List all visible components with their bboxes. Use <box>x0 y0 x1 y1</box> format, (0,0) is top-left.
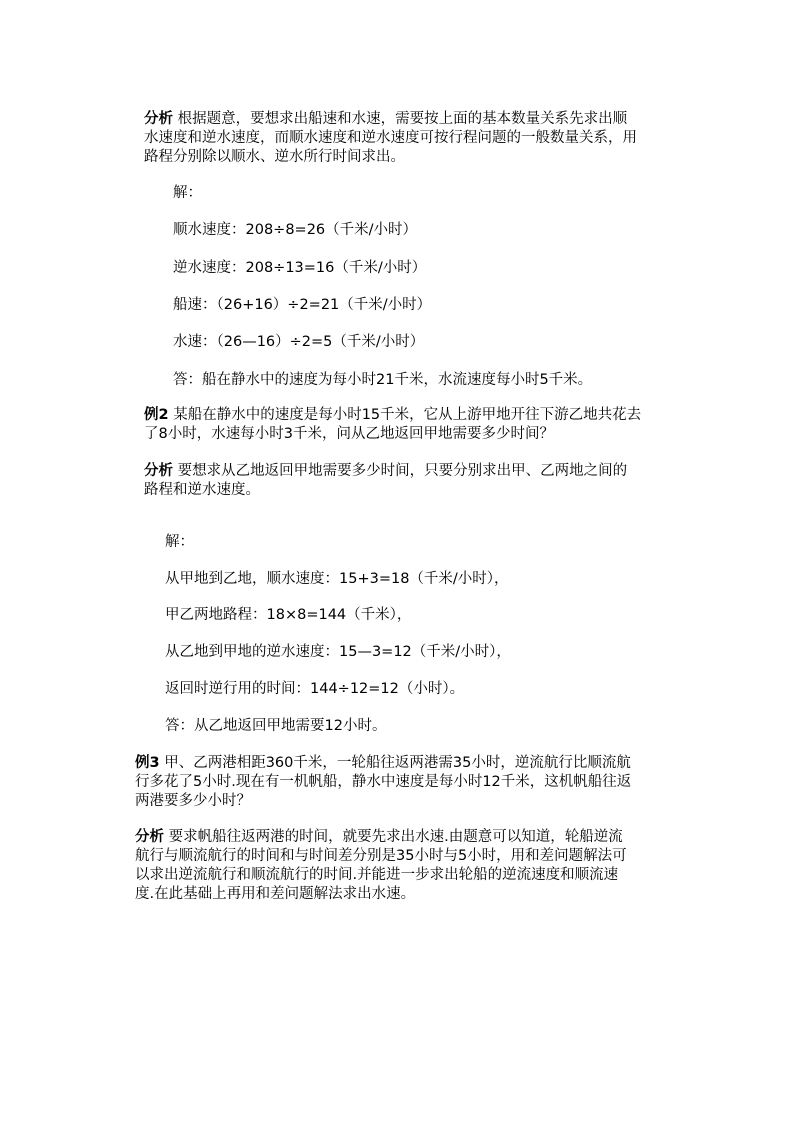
example-3-paragraph <box>135 754 631 811</box>
solution-line: 从甲地到乙地，顺水速度：15+3=18（千米/小时）， <box>165 571 509 587</box>
solution-line: 水速：（26—16）÷2=5（千米/小时） <box>173 334 425 350</box>
answer-line: 答：船在静水中的速度为每小时21千米，水流速度每小时5千米。 <box>173 372 593 388</box>
paragraph-line: 水速度和逆水速度，而顺水速度和逆水速度可按行程问题的一般数量关系，用 <box>144 130 637 146</box>
solution-line: 返回时逆行用的时间：144÷12=12（小时）。 <box>165 681 465 697</box>
paragraph-line: 分析 要求帆船往返两港的时间，就要先求出水速.由题意可以知道，轮船逆流 <box>135 829 623 845</box>
paragraph-line: 路程分别除以顺水、逆水所行时间求出。 <box>144 149 405 165</box>
answer-line: 答：从乙地返回甲地需要12小时。 <box>165 718 387 734</box>
paragraph-line: 航行与顺流航行的时间和与时间差分别是35小时与5小时，用和差问题解法可 <box>135 848 627 864</box>
paragraph-line: 路程和逆水速度。 <box>144 482 260 498</box>
example-2-paragraph <box>144 406 641 444</box>
paragraph-line: 分析 根据题意，要想求出船速和水速，需要按上面的基本数量关系先求出顺 <box>144 111 628 127</box>
example-label: 例2 <box>144 407 169 423</box>
analysis-label: 分析 <box>144 111 173 127</box>
paragraph-line: 以求出逆流航行和顺流航行的时间.并能进一步求出轮船的逆流速度和顺流速 <box>135 867 619 883</box>
paragraph-line: 两港要多少小时？ <box>135 793 251 809</box>
analysis-paragraph-2 <box>144 462 627 500</box>
paragraph-line: 例2 某船在静水中的速度是每小时15千米，它从上游甲地开往下游乙地共花去 <box>144 407 642 423</box>
solution-line: 逆水速度：208÷13=16（千米/小时） <box>173 260 427 276</box>
analysis-label: 分析 <box>144 463 173 479</box>
paragraph-line: 行多花了5小时.现在有一机帆船，静水中速度是每小时12千米，这机帆船往返 <box>135 774 632 790</box>
solution-line: 船速：（26+16）÷2=21（千米/小时） <box>173 297 432 313</box>
solution-line: 解： <box>173 185 202 201</box>
paragraph-line: 分析 要想求从乙地返回甲地需要多少时间，只要分别求出甲、乙两地之间的 <box>144 463 628 479</box>
example-label: 例3 <box>135 755 160 771</box>
paragraph-line: 度.在此基础上再用和差问题解法求出水速。 <box>135 886 416 902</box>
analysis-paragraph-1 <box>144 110 637 167</box>
solution-line: 从乙地到甲地的逆水速度：15—3=12（千米/小时）， <box>165 644 511 660</box>
paragraph-line: 了8小时，水速每小时3千米，问从乙地返回甲地需要多少时间？ <box>144 426 554 442</box>
solution-line: 甲乙两地路程：18×8=144（千米）， <box>165 607 412 623</box>
analysis-label: 分析 <box>135 829 164 845</box>
solution-line: 解： <box>165 534 194 550</box>
paragraph-line: 例3 甲、乙两港相距360千米，一轮船往返两港需35小时，逆流航行比顺流航 <box>135 755 631 771</box>
solution-line: 顺水速度：208÷8=26（千米/小时） <box>173 222 418 238</box>
analysis-paragraph-3 <box>135 828 627 904</box>
